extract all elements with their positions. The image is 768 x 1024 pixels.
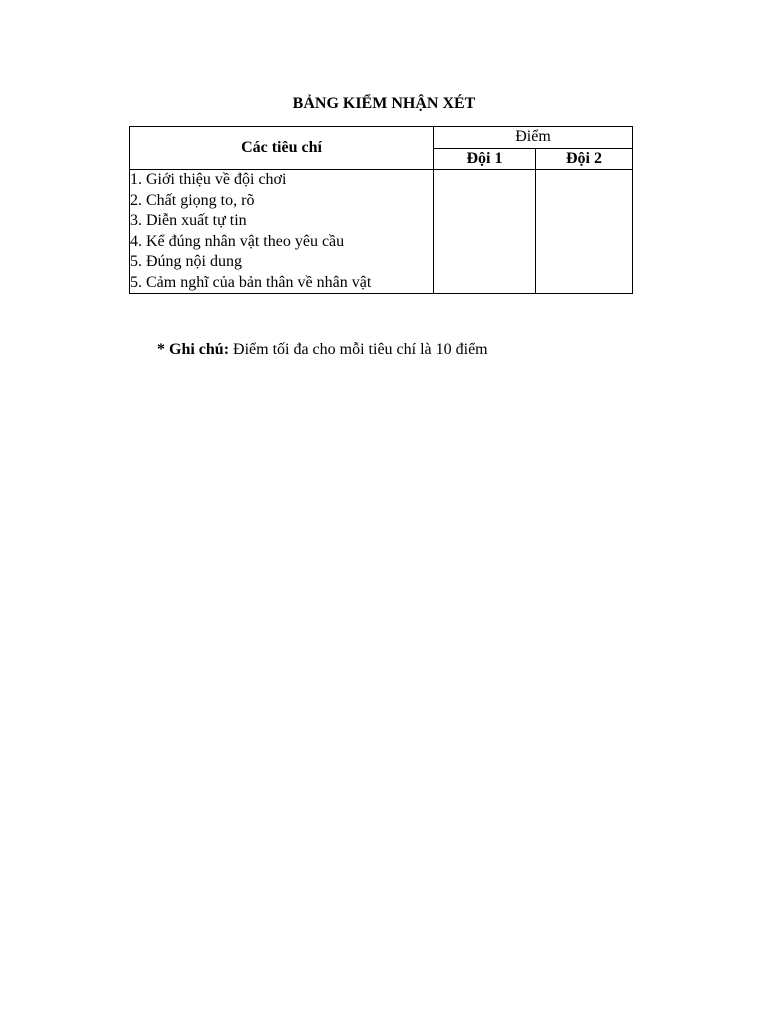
criteria-item: 5. Cảm nghĩ của bản thân về nhân vật [130,273,372,291]
criteria-item: 2. Chất giọng to, rõ [130,191,255,209]
criteria-column-header: Các tiêu chí [130,127,434,170]
criteria-item: 4. Kể đúng nhân vật theo yêu cầu [130,232,345,250]
footnote [157,340,488,360]
criteria-item: 1. Giới thiệu về đội chơi [130,171,287,188]
criteria-item: 5. Đúng nội dung [130,253,242,270]
score-column-header: Điểm [434,127,633,149]
footnote-label: * Ghi chú: [157,341,230,358]
footnote-text: Điểm tối đa cho mỗi tiêu chí là 10 điểm [229,341,488,358]
team-1-score-cell [434,170,536,294]
page-title: BẢNG KIỂM NHẬN XÉT [292,95,476,112]
team-2-score-cell [536,170,633,294]
criteria-list-cell [130,170,434,294]
criteria-item: 3. Diễn xuất tự tin [130,212,247,229]
evaluation-table [129,126,633,294]
team-2-header: Đội 2 [536,148,633,170]
team-1-header: Đội 1 [434,148,536,170]
criteria-row [130,170,633,294]
table-header-row [130,127,633,149]
